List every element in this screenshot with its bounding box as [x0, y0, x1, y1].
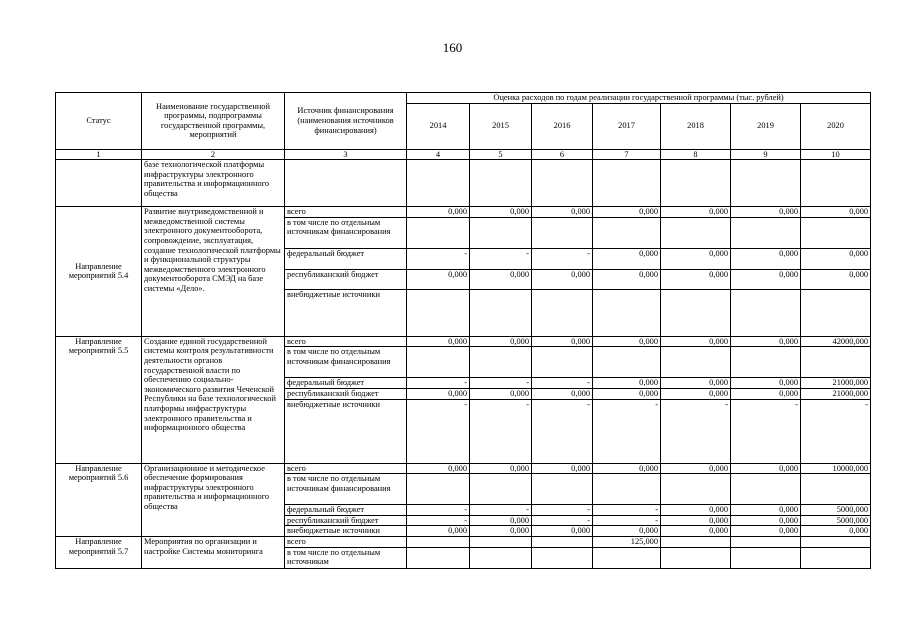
value-cell: 0,000 [801, 526, 871, 537]
value-cell: 10000,000 [801, 463, 871, 474]
header-source: Источник финансирования (наименования источников финансирования) [285, 93, 407, 150]
value-cell: - [407, 399, 470, 463]
source-republic: республиканский бюджет [285, 269, 407, 289]
status-5-6: Направление мероприятий 5.6 [56, 463, 142, 536]
col-number: 3 [285, 149, 407, 160]
source-incl: в том числе по отдельным источникам [285, 547, 407, 568]
source-republic: республиканский бюджет [285, 515, 407, 526]
cont-name: базе технологической платформы инфраструктуры электронного правительства и информационного общества [142, 160, 285, 207]
value-cell: 0,000 [470, 336, 532, 347]
value-cell: - [661, 399, 731, 463]
name-5-5: Создание единой государственной системы контроля результативности деятельности органов государственной власти по обеспечению социально-экономического развития Чеченской Республики на базе технологической платформы инфраструктуры электронного правительства и информационного общества [142, 336, 285, 463]
year-2017: 2017 [593, 103, 661, 149]
value-cell: - [593, 399, 661, 463]
source-total: всего [285, 207, 407, 218]
value-cell: 0,000 [801, 248, 871, 269]
col-number: 4 [407, 149, 470, 160]
value-cell: 0,000 [661, 336, 731, 347]
status-5-5: Направление мероприятий 5.5 [56, 336, 142, 463]
value-cell: 5000,000 [801, 515, 871, 526]
status-5-7: Направление мероприятий 5.7 [56, 536, 142, 568]
source-federal: федеральный бюджет [285, 248, 407, 269]
value-cell: 5000,000 [801, 505, 871, 516]
value-cell: 42000,000 [801, 336, 871, 347]
value-cell: - [407, 248, 470, 269]
value-cell: - [731, 399, 801, 463]
source-federal: федеральный бюджет [285, 378, 407, 389]
name-5-6: Организационное и методическое обеспечение формирования инфраструктуры электронного правительства и информационного общества [142, 463, 285, 536]
value-cell: 0,000 [731, 505, 801, 516]
name-5-4: Развитие внутриведомственной и межведомственной системы электронного документооборота, сопровождение, эксплуатация, создание технологической платформы и функциональной структуры межведомственного электронного документооборота СМЭД на базе системы «Дело». [142, 207, 285, 337]
value-cell: 0,000 [731, 207, 801, 218]
value-cell: 0,000 [593, 248, 661, 269]
value-cell: - [532, 515, 593, 526]
table-row [56, 207, 871, 218]
source-incl: в том числе по отдельным источникам финансирования [285, 217, 407, 248]
value-cell: 0,000 [407, 207, 470, 218]
year-2018: 2018 [661, 103, 731, 149]
value-cell: 0,000 [593, 463, 661, 474]
value-cell: 0,000 [731, 515, 801, 526]
value-cell: 21000,000 [801, 388, 871, 399]
page-number: 160 [442, 40, 463, 55]
col-number: 5 [470, 149, 532, 160]
value-cell: 0,000 [731, 269, 801, 289]
value-cell: 0,000 [532, 388, 593, 399]
value-cell: 0,000 [532, 526, 593, 537]
value-cell: 0,000 [661, 248, 731, 269]
value-cell: 0,000 [801, 269, 871, 289]
value-cell: 0,000 [661, 463, 731, 474]
source-federal: федеральный бюджет [285, 505, 407, 516]
value-cell: 0,000 [407, 463, 470, 474]
value-cell: 0,000 [661, 526, 731, 537]
value-cell [470, 536, 532, 547]
col-number: 1 [56, 149, 142, 160]
value-cell: 0,000 [661, 388, 731, 399]
year-2014: 2014 [407, 103, 470, 149]
source-extra: внебюджетные источники [285, 289, 407, 336]
value-cell: 0,000 [593, 336, 661, 347]
header-name: Наименование государственной программы, подпрограммы государственной программы, мероприятий [142, 93, 285, 150]
value-cell: - [532, 505, 593, 516]
value-cell: 0,000 [407, 388, 470, 399]
col-number: 2 [142, 149, 285, 160]
year-2019: 2019 [731, 103, 801, 149]
year-2016: 2016 [532, 103, 593, 149]
value-cell: 21000,000 [801, 378, 871, 389]
value-cell: - [470, 505, 532, 516]
value-cell: 0,000 [661, 515, 731, 526]
value-cell: - [593, 515, 661, 526]
value-cell [407, 536, 470, 547]
source-republic: республиканский бюджет [285, 388, 407, 399]
value-cell: 0,000 [470, 269, 532, 289]
value-cell: - [407, 515, 470, 526]
value-cell: 0,000 [470, 207, 532, 218]
table-row [56, 536, 871, 547]
col-number: 6 [532, 149, 593, 160]
value-cell: 0,000 [593, 269, 661, 289]
column-number-row [56, 149, 871, 160]
value-cell: 0,000 [731, 388, 801, 399]
value-cell [801, 536, 871, 547]
source-total: всего [285, 336, 407, 347]
value-cell: 0,000 [593, 207, 661, 218]
value-cell: 125,000 [593, 536, 661, 547]
value-cell [532, 536, 593, 547]
value-cell: - [470, 399, 532, 463]
value-cell: 0,000 [407, 269, 470, 289]
value-cell: 0,000 [532, 336, 593, 347]
year-2020: 2020 [801, 103, 871, 149]
value-cell: - [407, 505, 470, 516]
value-cell: 0,000 [661, 269, 731, 289]
source-extra: внебюджетные источники [285, 399, 407, 463]
value-cell: - [470, 248, 532, 269]
value-cell: - [801, 399, 871, 463]
value-cell: 0,000 [731, 378, 801, 389]
value-cell: 0,000 [532, 269, 593, 289]
value-cell: 0,000 [470, 463, 532, 474]
value-cell: - [532, 399, 593, 463]
value-cell: 0,000 [407, 526, 470, 537]
value-cell: 0,000 [661, 378, 731, 389]
value-cell: - [532, 378, 593, 389]
value-cell: 0,000 [593, 526, 661, 537]
value-cell: 0,000 [593, 388, 661, 399]
value-cell: 0,000 [801, 207, 871, 218]
value-cell: 0,000 [731, 336, 801, 347]
name-5-7: Мероприятия по организации и настройке Системы мониторинга [142, 536, 285, 568]
source-incl: в том числе по отдельным источникам финансирования [285, 474, 407, 505]
table-row [56, 463, 871, 474]
value-cell: - [532, 248, 593, 269]
value-cell: 0,000 [407, 336, 470, 347]
source-total: всего [285, 463, 407, 474]
budget-table [55, 92, 871, 569]
value-cell [731, 536, 801, 547]
value-cell [661, 536, 731, 547]
table-row [56, 336, 871, 347]
value-cell: 0,000 [593, 378, 661, 389]
value-cell: 0,000 [470, 388, 532, 399]
value-cell: 0,000 [470, 526, 532, 537]
value-cell: 0,000 [470, 515, 532, 526]
value-cell: - [470, 378, 532, 389]
value-cell: - [593, 505, 661, 516]
year-2015: 2015 [470, 103, 532, 149]
value-cell: 0,000 [532, 463, 593, 474]
value-cell: 0,000 [731, 248, 801, 269]
header-status: Статус [56, 93, 142, 150]
col-number: 9 [731, 149, 801, 160]
value-cell: 0,000 [661, 505, 731, 516]
table-row [56, 160, 871, 207]
col-number: 8 [661, 149, 731, 160]
header-estimate: Оценка расходов по годам реализации государственной программы (тыс. рублей) [407, 93, 871, 104]
source-extra: внебюджетные источники [285, 526, 407, 537]
source-incl: в том числе по отдельным источникам финансирования [285, 347, 407, 378]
value-cell: 0,000 [731, 526, 801, 537]
col-number: 7 [593, 149, 661, 160]
value-cell: 0,000 [731, 463, 801, 474]
source-total: всего [285, 536, 407, 547]
status-5-4: Направление мероприятий 5.4 [56, 207, 142, 337]
value-cell: - [407, 378, 470, 389]
col-number: 10 [801, 149, 871, 160]
value-cell: 0,000 [532, 207, 593, 218]
value-cell: 0,000 [661, 207, 731, 218]
